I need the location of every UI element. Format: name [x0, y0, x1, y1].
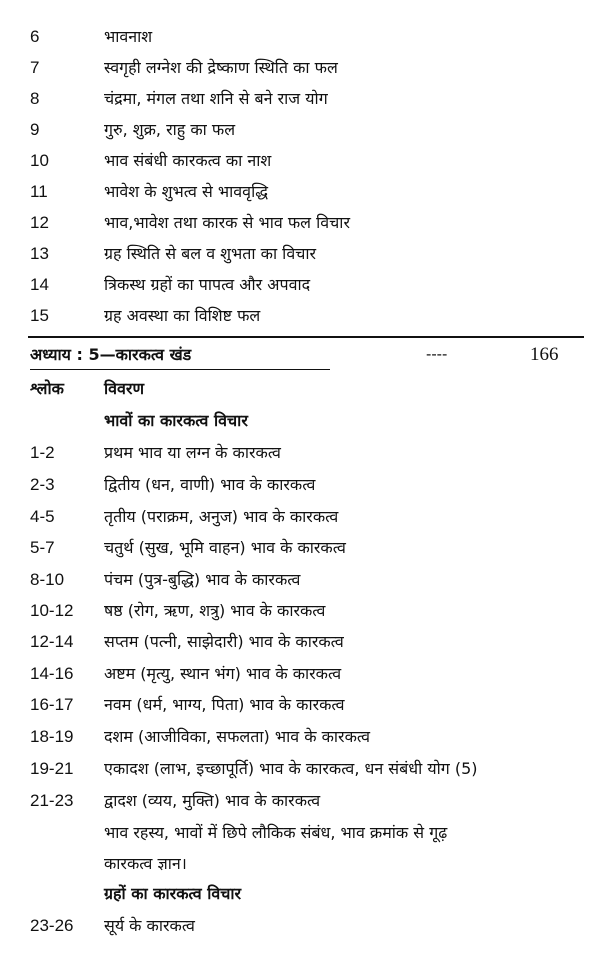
item-text: भाव,भावेश तथा कारक से भाव फल विचार	[104, 213, 350, 232]
continuation-text: भाव रहस्य, भावों में छिपे लौकिक संबंध, भाव क्रमांक से गूढ़	[104, 823, 448, 842]
item-number: 12	[30, 213, 49, 232]
header-shloka: श्लोक	[30, 379, 64, 398]
list-item	[0, 53, 600, 83]
list-item	[0, 301, 600, 331]
item-text: त्रिकस्थ ग्रहों का पापत्व और अपवाद	[104, 275, 311, 294]
chapter-divider	[28, 336, 584, 338]
list-item	[0, 659, 600, 689]
item-text: गुरु, शुक्र, राहु का फल	[104, 120, 236, 139]
item-number: 16-17	[30, 695, 74, 714]
item-number: 10-12	[30, 601, 74, 620]
continuation-text: कारकत्व ज्ञान।	[104, 854, 187, 873]
item-number: 23-26	[30, 916, 74, 935]
item-number: 1-2	[30, 443, 55, 462]
list-item	[0, 470, 600, 500]
item-text: भाव संबंधी कारकत्व का नाश	[104, 151, 272, 170]
item-text: नवम (धर्म, भाग्य, पिता) भाव के कारकत्व	[104, 695, 345, 714]
item-number: 2-3	[30, 475, 55, 494]
list-item	[0, 565, 600, 595]
item-number: 6	[30, 27, 40, 46]
item-number: 12-14	[30, 632, 74, 651]
chapter-title: अध्याय : 5—कारकत्व खंड	[30, 345, 192, 364]
list-item	[0, 270, 600, 300]
list-item	[0, 438, 600, 468]
item-number: 14	[30, 275, 49, 294]
continuation-line	[0, 818, 600, 848]
list-item	[0, 84, 600, 114]
item-text: चंद्रमा, मंगल तथा शनि से बने राज योग	[104, 89, 328, 108]
list-item	[0, 177, 600, 207]
chapter-title-underline	[30, 369, 330, 370]
item-text: षष्ठ (रोग, ऋण, शत्रु) भाव के कारकत्व	[104, 601, 326, 620]
item-number: 4-5	[30, 507, 55, 526]
item-text: एकादश (लाभ, इच्छापूर्ति) भाव के कारकत्व, धन संबंधी योग (5)	[104, 759, 478, 778]
item-text: तृतीय (पराक्रम, अनुज) भाव के कारकत्व	[104, 507, 339, 526]
list-item	[0, 22, 600, 52]
item-text: द्वादश (व्यय, मुक्ति) भाव के कारकत्व	[104, 791, 321, 810]
item-text: द्वितीय (धन, वाणी) भाव के कारकत्व	[104, 475, 316, 494]
list-item	[0, 911, 600, 941]
chapter-page-number: 166	[530, 344, 559, 365]
list-item	[0, 690, 600, 720]
list-item	[0, 754, 600, 784]
item-number: 15	[30, 306, 49, 325]
item-number: 11	[30, 182, 48, 201]
item-number: 7	[30, 58, 40, 77]
item-number: 14-16	[30, 664, 74, 683]
chapter-leader: ----	[426, 346, 448, 363]
list-item	[0, 596, 600, 626]
list-item	[0, 786, 600, 816]
list-item	[0, 115, 600, 145]
list-item	[0, 208, 600, 238]
item-number: 18-19	[30, 727, 74, 746]
item-number: 8-10	[30, 570, 65, 589]
section-heading	[0, 406, 600, 436]
item-number: 21-23	[30, 791, 74, 810]
list-item	[0, 146, 600, 176]
section-heading	[0, 879, 600, 909]
item-text: ग्रह स्थिति से बल व शुभता का विचार	[104, 244, 317, 263]
item-text: सप्तम (पत्नी, साझेदारी) भाव के कारकत्व	[104, 632, 344, 651]
list-item	[0, 627, 600, 657]
item-number: 9	[30, 120, 40, 139]
item-number: 13	[30, 244, 49, 263]
section-title: ग्रहों का कारकत्व विचार	[104, 884, 242, 903]
column-header	[0, 374, 600, 404]
item-text: सूर्य के कारकत्व	[104, 916, 195, 935]
item-number: 8	[30, 89, 40, 108]
item-text: भावनाश	[104, 27, 153, 46]
item-text: ग्रह अवस्था का विशिष्ट फल	[104, 306, 261, 325]
list-item	[0, 533, 600, 563]
header-vivaran: विवरण	[104, 379, 145, 398]
item-text: प्रथम भाव या लग्न के कारकत्व	[104, 443, 281, 462]
item-number: 5-7	[30, 538, 55, 557]
continuation-line	[0, 849, 600, 879]
section-title: भावों का कारकत्व विचार	[104, 411, 248, 430]
item-text: स्वगृही लग्नेश की द्रेष्काण स्थिति का फल	[104, 58, 338, 77]
item-text: चतुर्थ (सुख, भूमि वाहन) भाव के कारकत्व	[104, 538, 346, 557]
item-text: पंचम (पुत्र-बुद्धि) भाव के कारकत्व	[104, 570, 301, 589]
item-number: 19-21	[30, 759, 74, 778]
item-text: भावेश के शुभत्व से भाववृद्धि	[104, 182, 268, 201]
item-text: दशम (आजीविका, सफलता) भाव के कारकत्व	[104, 727, 371, 746]
list-item	[0, 239, 600, 269]
list-item	[0, 502, 600, 532]
item-number: 10	[30, 151, 49, 170]
list-item	[0, 722, 600, 752]
item-text: अष्टम (मृत्यु, स्थान भंग) भाव के कारकत्व	[104, 664, 342, 683]
